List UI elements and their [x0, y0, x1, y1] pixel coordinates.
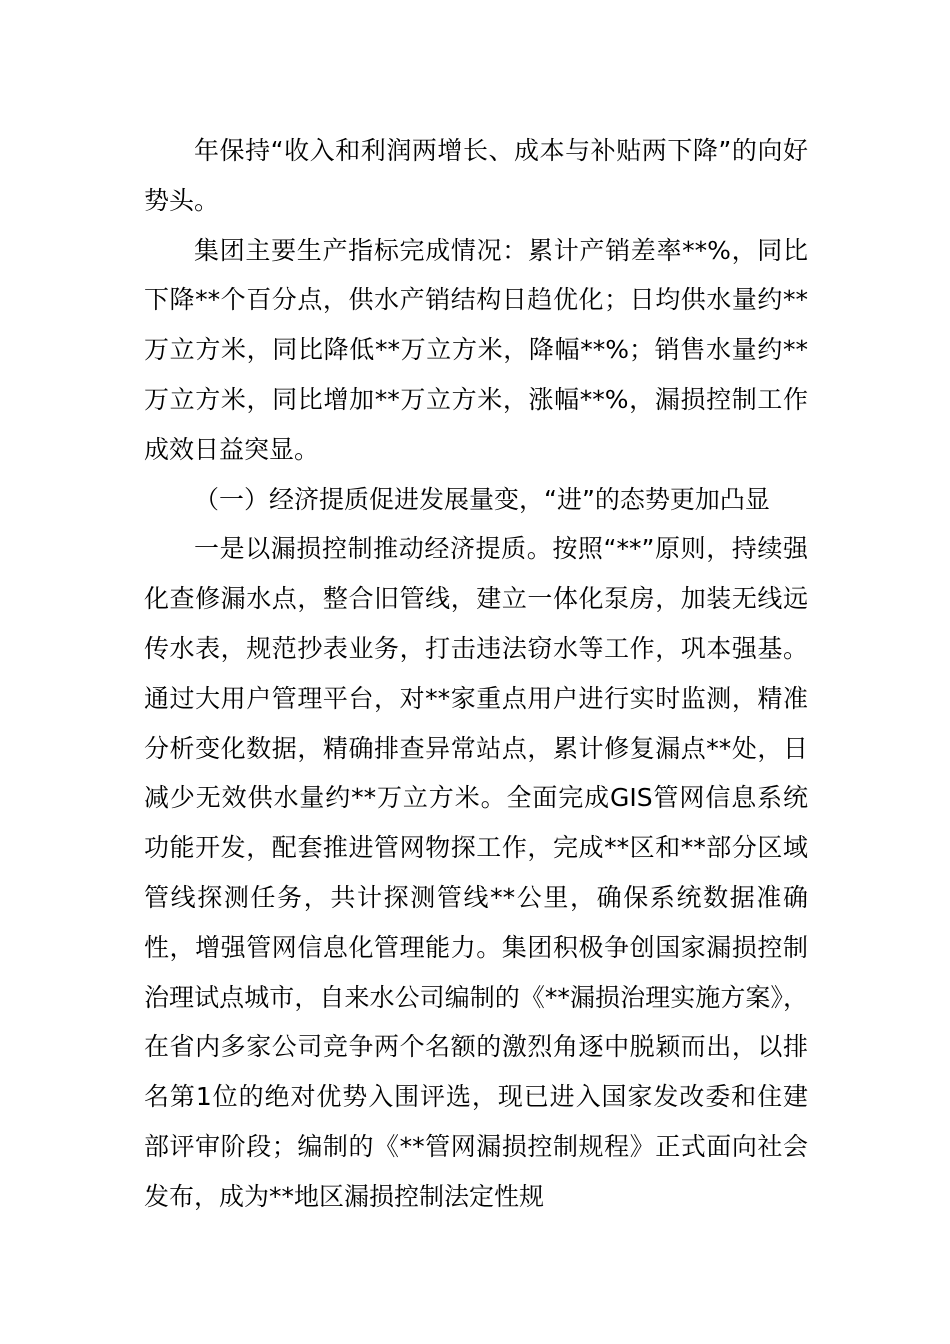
- document-body: [144, 126, 808, 1222]
- section-heading: （一）经济提质促进发展量变，“进”的态势更加凸显: [194, 484, 770, 514]
- paragraph-continuation: 年保持“收入和利润两增长、成本与补贴两下降”的向好势头。: [144, 136, 808, 215]
- paragraph-leak-control: 一是以漏损控制推动经济提质。按照“**”原则，持续强化查修漏水点，整合旧管线，建立一体化泵房，加装无线远传水表，规范抄表业务，打击违法窃水等工作，巩本强基。通过大用户管理平台，对**家重点用户进行实时监测，精准分析变化数据，精确排查异常站点，累计修复漏点**处，日减少无效供水量约**万立方米。全面完成GIS管网信息系统功能开发，配套推进管网物探工作，完成**区和**部分区域管线探测任务，共计探测管线**公里，确保系统数据准确性，增强管网信息化管理能力。集团积极争创国家漏损控制治理试点城市，自来水公司编制的《**漏损治理实施方案》，在省内多家公司竞争两个名额的激烈角逐中脱颖而出，以排名第1位的绝对优势入围评选，现已进入国家发改委和住建部评审阶段；编制的《**管网漏损控制规程》正式面向社会发布，成为**地区漏损控制法定性规: [144, 534, 808, 1211]
- paragraph-production-indicators: 集团主要生产指标完成情况：累计产销差率**%，同比下降**个百分点，供水产销结构日趋优化；日均供水量约**万立方米，同比降低**万立方米，降幅**%；销售水量约**万立方米，同比增加**万立方米，涨幅**%，漏损控制工作成效日益突显。: [144, 235, 808, 464]
